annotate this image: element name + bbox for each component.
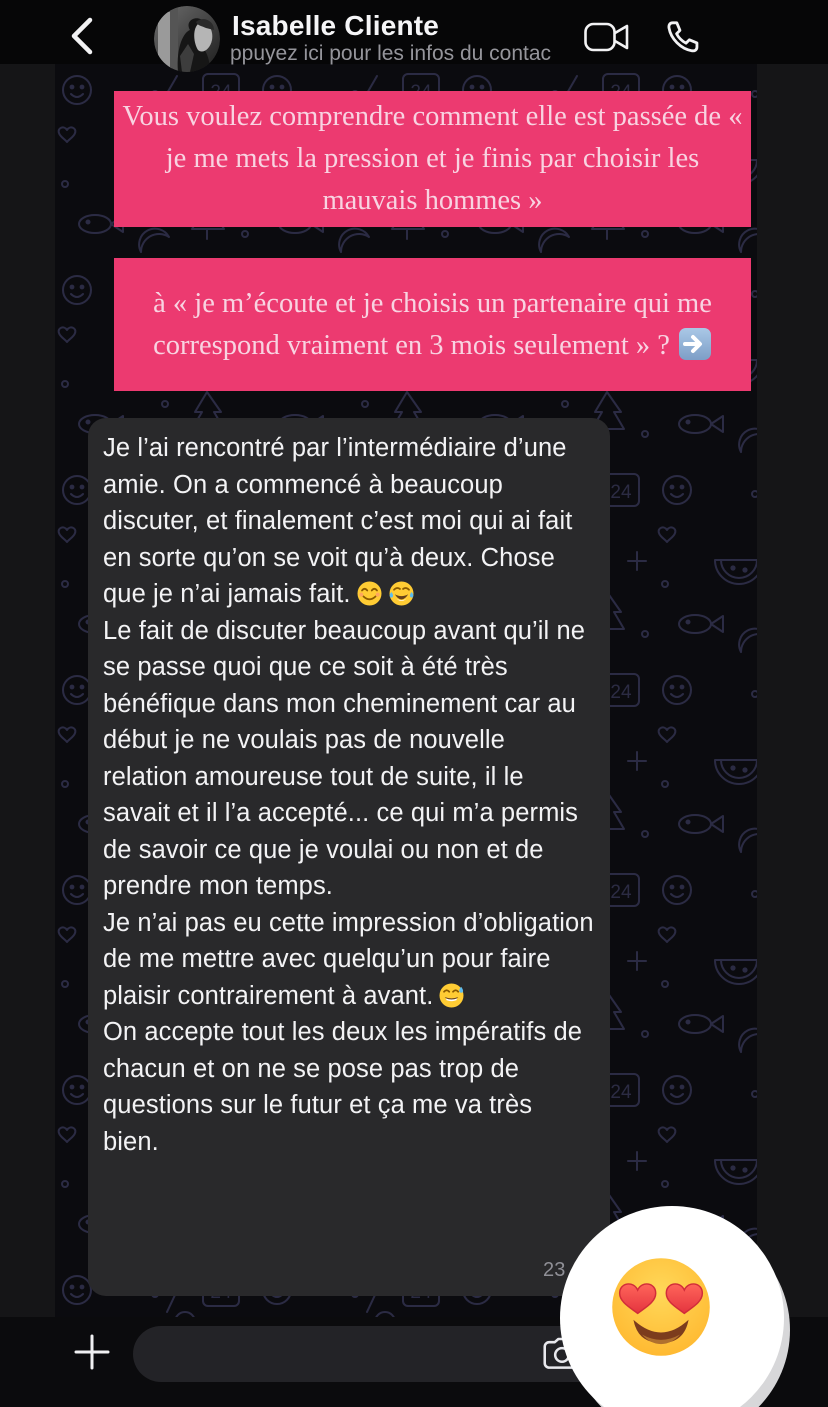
story-text-2: à « je m’écoute et je choisis un partenaire qui me correspond vraiment en 3 mois seulement » ? xyxy=(153,287,712,361)
chevron-left-icon xyxy=(74,20,90,52)
message-timestamp: 23 xyxy=(543,1258,566,1281)
contact-avatar[interactable] xyxy=(154,6,220,72)
story-text-1: Vous voulez comprendre comment elle est passée de « je me mets la pression et je finis par choisir les mauvais hommes » xyxy=(122,101,743,216)
video-camera-icon xyxy=(586,24,628,50)
sweat-smile-emoji xyxy=(438,982,465,1009)
contact-subtitle[interactable]: ppuyez ici pour les infos du contac xyxy=(230,42,552,65)
message-paragraph: Le fait de discuter beaucoup avant qu’il ne se passe quoi que ce soit à été très bénéfique dans mon cheminement car au début je ne voulais pas de nouvelle relation amoureuse tout de suite, il le savait et il l’a accepté... ce qui m’a permis de savoir ce que je voulai ou non et de prendre mon temps. xyxy=(103,616,586,900)
back-button[interactable] xyxy=(64,14,104,58)
plus-icon xyxy=(76,1336,108,1368)
smiling-face-emoji xyxy=(356,580,383,607)
contact-name[interactable]: Isabelle Cliente xyxy=(232,10,440,41)
message-paragraph: Je n’ai pas eu cette impression d’obligation de me mettre avec quelqu’un pour faire plaisir contrairement à avant. xyxy=(103,908,594,1010)
right-arrow-emoji xyxy=(678,327,712,361)
story-image-block-2[interactable] xyxy=(114,258,751,391)
phone-icon xyxy=(669,23,697,51)
voice-call-button[interactable] xyxy=(666,20,702,56)
chat-header xyxy=(0,0,828,64)
message-paragraph: On accepte tout les deux les impératifs de chacun et on ne se pose pas trop de questions sur le futur et ça me va très bien. xyxy=(103,1018,583,1156)
incoming-message-bubble[interactable] xyxy=(88,418,610,1296)
video-call-button[interactable] xyxy=(584,22,630,52)
heart-eyes-emoji xyxy=(608,1254,714,1360)
tears-of-joy-emoji xyxy=(388,580,415,607)
message-paragraph: Je l’ai rencontré par l’intermédiaire d’une amie. On a commencé à beaucoup discuter, et finalement c’est moi qui ai fait en sorte qu’on se voit qu’à deux. Chose que je n’ai jamais fait. xyxy=(103,434,573,608)
attach-plus-button[interactable] xyxy=(73,1333,111,1371)
avatar-photo xyxy=(154,6,220,72)
story-image-block-1[interactable] xyxy=(114,91,751,227)
